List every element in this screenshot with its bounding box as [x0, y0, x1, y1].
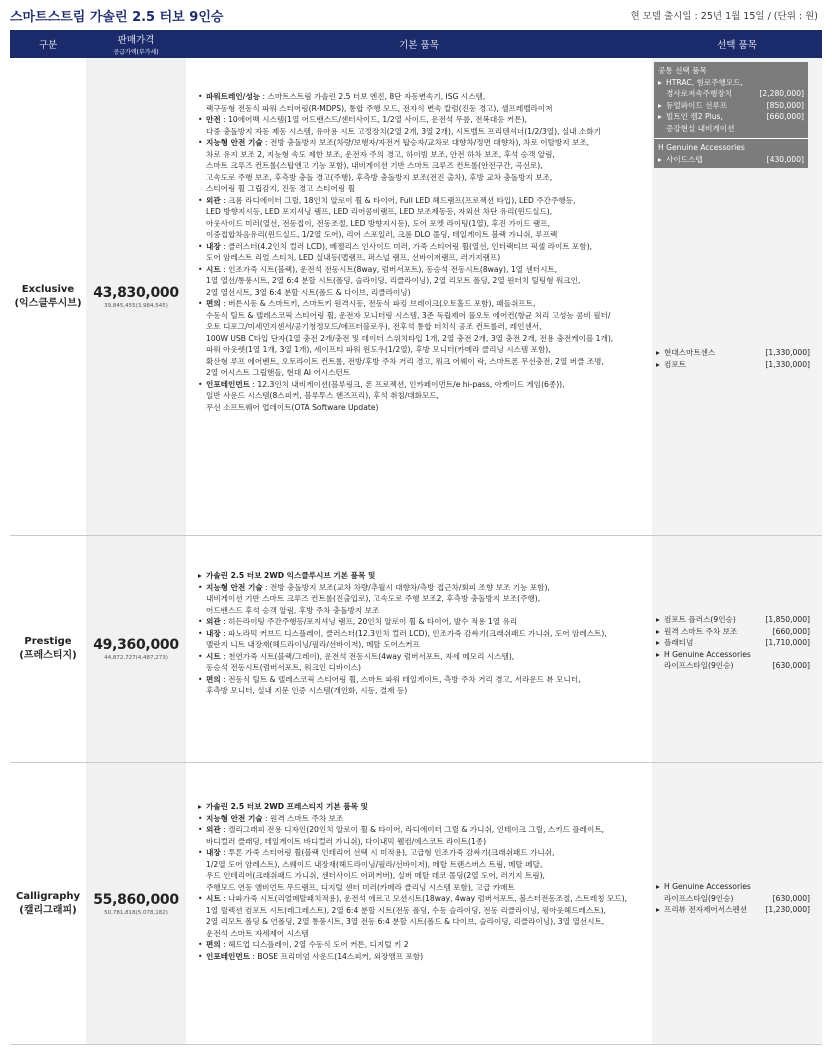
- option-price: [630,000]: [772, 661, 810, 670]
- trim-price: 43,830,000: [93, 284, 179, 301]
- options-cell: [652, 58, 822, 535]
- feature-label: 내장: [206, 241, 221, 251]
- feature-item: [198, 628, 648, 651]
- trim-name-ko: (프레스티지): [19, 650, 77, 661]
- option-name: ▸ 빌트인 캠2 Plus,: [666, 112, 723, 121]
- feature-text: 수동식 틸트 & 텔레스코픽 스티어링 휠, 운전자 모니터링 시스템, 3존 독립제어 풀오토 에어컨(항균 처리 고성능 콤비 필터/: [206, 310, 611, 320]
- feature-label: 가솔린 2.5 터보 2WD 익스클루시브 기본 품목 및: [206, 571, 376, 580]
- option-sub: 라이프스타일(9인승): [664, 661, 734, 670]
- feature-text: 전동식 틸트 & 텔레스코픽 스티어링 휠, 스마트 파워 테일게이트, 측방 주차 거리 경고, 서라운드 뷰 모니터,: [228, 674, 581, 684]
- header-features-label: 기본 품목: [399, 40, 439, 51]
- option-price: [1,710,000]: [765, 638, 810, 647]
- feature-text: 2열 열선시트, 3열 6:4 분할 시트(폴드 & 다이브, 리클라이닝): [206, 287, 411, 297]
- feature-separator: :: [250, 951, 258, 961]
- feature-text: 나파가죽 시트(리얼메탈패치적용), 운전석 에르고 모션시트(18way, 4way 럼버서포트, 볼스터전동조절, 스트레칭 모드),: [228, 894, 628, 903]
- header-trim-label: 구분: [38, 40, 58, 51]
- option-list: [656, 881, 810, 916]
- feature-label: 인포테인먼트: [206, 951, 251, 961]
- option-price: [430,000]: [766, 154, 804, 164]
- trim-name-cell: [10, 763, 86, 1044]
- feature-separator: :: [220, 241, 229, 251]
- feature-item: [198, 570, 648, 582]
- option-name: ▸ 프리뷰 전자제어서스펜션: [664, 905, 748, 914]
- feature-separator: :: [220, 115, 229, 124]
- feature-text: 내비게이션 기반 스마트 크루즈 컨트롤(진출입로), 고속도로 주행 보조2, 후측방 충돌방지 보조(주행),: [206, 594, 541, 603]
- feature-label: 편의: [206, 674, 221, 684]
- feature-text: 고속도로 주행 보조, 후측방 충돌 경고(주행), 후측방 충돌방지 보조(전진 출차), 후방 교차 충돌방지 보조,: [206, 172, 553, 182]
- feature-text: 12.3인치 내비게이션(블루링크, 폰 프로젝션, 인카페이먼트/e hi-pass, 아케이드 게임(6종)),: [257, 379, 565, 389]
- option-list: [656, 614, 810, 672]
- feature-separator: :: [220, 651, 229, 661]
- trim-price: 55,860,000: [93, 891, 179, 908]
- trim-row-prestige: [10, 536, 822, 763]
- feature-text: 스마트 크루즈 컨트롤(스탑앤고 기능 포함), 내비게이션 기반 스마트 크루즈 컨트롤(안전구간, 곡선로),: [206, 161, 543, 170]
- option-item: [656, 359, 810, 371]
- feature-text: 오토 디포그/미세먼지센서/공기청정모드/애프터블로우), 전후석 통합 터치식 공조 컨트롤러, 레인센서,: [206, 322, 542, 331]
- feature-separator: :: [220, 617, 229, 626]
- header-price-label: 판매가격: [117, 35, 155, 46]
- feature-text: 전방 충돌방지 보조(교차 차량/추월시 대향차/측방 접근차/회피 조향 보조 기능 포함),: [270, 582, 550, 592]
- trim-row-exclusive: [10, 58, 822, 536]
- option-sub-row: [656, 893, 810, 905]
- feature-label: 안전: [206, 115, 221, 124]
- feature-text: 스티어링 휠 그립감지, 진동 경고 스티어링 휠: [206, 184, 355, 193]
- option-name: ▸ 컴포트: [664, 359, 687, 369]
- features-cell: [186, 763, 652, 1044]
- feature-text: 차로 유지 보조 2, 지능형 속도 제한 보조, 운전자 주의 경고, 하이빔 보조, 안전 하차 보조, 후석 승객 알림,: [206, 149, 555, 159]
- feature-separator: :: [220, 825, 229, 834]
- feature-separator: :: [220, 299, 229, 308]
- option-sub: 경사로저속주행장치: [666, 89, 733, 98]
- feature-item: [198, 114, 648, 137]
- feature-text: 히든라이팅 주간주행등/포지셔닝 램프, 20인치 알로이 휠 & 타이어, 발수 적용 1열 유리: [228, 617, 518, 626]
- feature-text: 파워 아웃렛(1열 1개, 3열 1개), 세이프티 파워 윈도우(1/2열), 후방 모니터(카메라 클리닝 시스템 포함),: [206, 345, 551, 354]
- feature-label: 파워트레인/성능: [206, 92, 261, 101]
- features-cell: [186, 58, 652, 535]
- top-bar: [0, 0, 832, 30]
- feature-text: 천연가죽 시트(블랙/그레이), 운전석 전동시트(4way 럼버서포트, 자세 메모리 시스템),: [228, 651, 515, 661]
- feature-separator: :: [262, 582, 271, 592]
- option-item: [658, 77, 804, 89]
- feature-label: 내장: [206, 848, 221, 857]
- feature-separator: :: [262, 813, 271, 823]
- option-item: [658, 111, 804, 123]
- feature-text: 원격 스마트 주차 보조: [270, 813, 344, 823]
- option-name: ▸ H Genuine Accessories: [664, 882, 751, 891]
- header-price-sub: 공급가액(부가세): [113, 49, 159, 56]
- header-features: [186, 30, 652, 58]
- option-name: ▸ H Genuine Accessories: [664, 649, 751, 659]
- feature-label: 외관: [206, 195, 221, 205]
- trim-name: Exclusive: [21, 283, 75, 295]
- feature-text: 주행모드 연동 앰비언트 무드램프, 디지털 센터 미러(카메라 클리닝 시스템 포함), 고급 카매트: [206, 882, 515, 892]
- feature-item: [198, 241, 648, 264]
- feature-text: 도어 암레스트 리얼 스티치, LED 실내등(맵램프, 퍼스널 램프, 선바이저램프, 러기지램프): [206, 253, 501, 262]
- header-trim: [10, 30, 86, 58]
- options-cell: [652, 763, 822, 1044]
- option-name: ▸ HTRAC, 험로주행모드,: [666, 77, 743, 87]
- divider: [654, 138, 808, 139]
- common-options-title: 공통 선택 품목: [658, 66, 707, 75]
- feature-item: [198, 264, 648, 299]
- feature-text: 일반 사운드 시스템(8스피커, 블루투스 핸즈프리), 후석 취침/대화모드,: [206, 391, 440, 400]
- option-price: [850,000]: [766, 100, 804, 110]
- feature-text: 전방 충돌방지 보조(차량/보행자/자전거 탑승자/교차로 대향차/정면 대향차), 차로 이탈방지 보조,: [270, 138, 590, 147]
- option-sub: 라이프스타일(9인승): [664, 893, 734, 903]
- trim-name: Calligraphy: [15, 890, 80, 902]
- feature-text: BOSE 프리미엄 사운드(14스피커, 외장앰프 포함): [257, 951, 424, 961]
- trim-price-sub: 39,845,455(3,984,545): [104, 302, 168, 309]
- page-title: 스마트스트림 가솔린 2.5 터보 9인승: [10, 10, 224, 25]
- feature-separator: :: [220, 628, 229, 638]
- feature-label: 외관: [206, 617, 221, 626]
- feature-text: 우드 인테리어(크래쉬패드 가니쉬, 센터사이드 어퍼커버), 실버 메탈 데코 몰딩(2열 도어, 러기지 트림),: [206, 871, 545, 880]
- feature-text: 버튼시동 & 스마트키, 스마트키 원격시동, 전동식 파킹 브레이크(오토홀드 포함), 패들쉬프트,: [228, 299, 536, 308]
- feature-text: 1/2열 도어 암레스트), 스웨이드 내장재(헤드라이닝/필라/선바이저), 메탈 트랜스버스 트림, 메탈 페달,: [206, 859, 543, 869]
- option-name: ▸ 사이드스텝: [666, 154, 703, 164]
- trim-name-ko: (캘리그래피): [19, 904, 77, 916]
- option-price: [1,330,000]: [765, 359, 810, 369]
- feature-text: 무선 소프트웨어 업데이트(OTA Software Update): [206, 402, 379, 412]
- feature-text: 동승석 전동시트(럼버서포트, 워크인 디바이스): [206, 663, 361, 672]
- option-item: [656, 637, 810, 649]
- option-price: [660,000]: [766, 112, 804, 121]
- options-cell: [652, 536, 822, 762]
- header-price: [86, 30, 186, 58]
- release-note: 현 모델 출시일 : 25년 1월 15일 / (단위 : 원): [630, 11, 818, 22]
- option-item: [656, 614, 810, 626]
- feature-text: 멜란지 니트 내장재(헤드라이닝/필라/선바이저), 메탈 도어스커프: [206, 640, 420, 649]
- feature-label: 편의: [206, 299, 221, 308]
- option-list: [656, 347, 810, 370]
- option-item: [656, 649, 810, 661]
- feature-item: [198, 674, 648, 697]
- option-item: [656, 626, 810, 638]
- trim-name: Prestige: [24, 636, 72, 647]
- feature-text: 2열 리모트 폴딩 & 언폴딩, 2열 통풍시트, 3열 전동 6:4 분할 시트(폴드 & 다이브, 슬라이딩, 리클라이닝), 3열 열선시트,: [206, 917, 605, 926]
- trim-name-ko: (익스클루시브): [14, 297, 82, 309]
- feature-text: 투톤 가죽 스티어링 휠(블랙 인테리어 선택 시 미적용), 고급형 인조가죽 감싸기(크래쉬패드 가니쉬,: [228, 848, 555, 857]
- option-price: [1,330,000]: [765, 348, 810, 357]
- feature-label: 내장: [206, 628, 221, 638]
- trim-name-cell: [10, 536, 86, 762]
- feature-text: 스마트스트림 가솔린 2.5 터보 엔진, 8단 자동변속기, ISG 시스템,: [267, 92, 486, 101]
- feature-item: [198, 813, 648, 825]
- feature-text: 후측방 모니터, 실내 지문 인증 시스템(개인화, 시동, 결제 등): [206, 686, 408, 695]
- option-name: ▸ 컴포트 플러스(9인승): [664, 615, 736, 624]
- option-price: [630,000]: [772, 893, 810, 903]
- feature-text: LED 방향지시등, LED 포지셔닝 램프, LED 리어콤비램프, LED 보조제동등, 자외선 차단 유리(윈드실드),: [206, 207, 553, 216]
- feature-item: [198, 582, 648, 617]
- trim-row-calligraphy: [10, 763, 822, 1045]
- feature-item: [198, 801, 648, 813]
- feature-separator: :: [220, 848, 229, 857]
- header-options-label: 선택 품목: [717, 40, 757, 51]
- feature-separator: :: [220, 195, 229, 205]
- option-price: [660,000]: [772, 626, 810, 636]
- accessories-list: [658, 154, 804, 166]
- option-item: [656, 881, 810, 893]
- feature-label: 지능형 안전 기술: [206, 138, 263, 147]
- option-item: [656, 347, 810, 359]
- feature-text: 클러스터(4.2인치 컬러 LCD), 베젤리스 인사이드 미러, 가죽 스티어링 휠(열선, 인터랙티브 픽셀 라이트 포함),: [228, 241, 593, 251]
- feature-label: 시트: [206, 894, 221, 903]
- feature-label: 지능형 안전 기술: [206, 582, 263, 592]
- feature-item: [198, 195, 648, 241]
- feature-text: 캘리그래피 전용 디자인(20인치 알로이 휠 & 타이어, 라디에이터 그릴 & 가니쉬, 인테이크 그릴, 스키드 플레이트,: [228, 825, 605, 834]
- option-price: [1,230,000]: [765, 905, 810, 914]
- feature-text: 인조가죽 시트(블랙), 운전석 전동시트(8way, 럼버서포트), 동승석 전동시트(8way), 1열 센터시트,: [228, 264, 558, 274]
- trim-price-sub: 44,872,727(4,487,273): [104, 655, 168, 661]
- feature-text: 파노라믹 커브드 디스플레이, 클러스터(12.3인치 컬러 LCD), 인조가죽 감싸기(크래쉬패드 가니쉬, 도어 암레스트),: [228, 628, 607, 638]
- feature-text: 2열 어시스트 그립핸들, 현대 AI 어시스턴트: [206, 368, 351, 377]
- option-price: [2,280,000]: [759, 89, 804, 98]
- feature-label: 시트: [206, 264, 221, 274]
- features-cell: [186, 536, 652, 762]
- feature-list: [198, 801, 648, 962]
- feature-text: 100W USB C타입 단자(1열 충전 2개/충전 및 데이터 스위치타입 1개, 2열 충전 2개, 3열 충전 2개, 전용 충전케이블 1개),: [206, 333, 614, 343]
- option-item: [658, 100, 804, 112]
- feature-separator: :: [220, 894, 229, 903]
- feature-separator: :: [220, 940, 229, 949]
- feature-text: 1열 릴렉션 컴포트 시트(레그레스트), 2열 6:4 분할 시트(전동 폴딩, 수동 슬라이딩, 전동 리클라이닝, 윙아웃헤드레스트),: [206, 905, 606, 915]
- feature-list: [198, 570, 648, 697]
- feature-label: 지능형 안전 기술: [206, 813, 263, 823]
- option-item: [658, 154, 804, 166]
- feature-label: 인포테인먼트: [206, 379, 251, 389]
- feature-item: [198, 824, 648, 847]
- accessories-title: H Genuine Accessories: [658, 143, 745, 152]
- feature-label: 외관: [206, 825, 221, 834]
- option-sub: 증강현실 내비게이션: [666, 123, 735, 133]
- feature-item: [198, 847, 648, 893]
- option-price: [1,850,000]: [765, 615, 810, 624]
- feature-text: 랙구동형 전동식 파워 스티어링(R-MDPS), 통합 주행 모드, 전자식 변속 칼럼(진동 경고), 셀프레벨라이저: [206, 103, 553, 113]
- feature-text: 운전석 스마트 자세제어 시스템: [206, 928, 309, 938]
- option-item: [656, 904, 810, 916]
- common-options-list: [658, 77, 804, 135]
- price-cell: [86, 58, 186, 535]
- feature-text: 헤드업 디스플레이, 2열 수동식 도어 커튼, 디지털 키 2: [228, 940, 409, 949]
- feature-label: 시트: [206, 651, 221, 661]
- feature-label: 가솔린 2.5 터보 2WD 프레스티지 기본 품목 및: [206, 802, 368, 811]
- feature-separator: :: [262, 138, 271, 147]
- table-header: [10, 30, 822, 58]
- feature-text: 10에어백 시스템(1열 어드밴스드/센터사이드, 1/2열 사이드, 운전석 무릎, 전복대응 커튼),: [228, 115, 527, 124]
- feature-text: 이중접합차음유리(윈드실드, 1/2열 도어), 리어 스포일러, 크롬 DLO 몰딩, 테일게이트 블랙 가니쉬, 루프랙: [206, 230, 558, 239]
- option-sub-row: [656, 660, 810, 672]
- feature-text: 바디컬러 클래딩, 테일게이트 바디컬러 가니쉬), 다이내믹 웰컴/에스코트 라이트(1종): [206, 836, 487, 846]
- common-options-box: [654, 62, 808, 168]
- feature-list: [198, 91, 648, 413]
- option-name: ▸ 원격 스마트 주차 보조: [664, 626, 738, 636]
- option-name: ▸ 플래티넘: [664, 638, 694, 647]
- feature-label: 편의: [206, 940, 221, 949]
- price-cell: [86, 536, 186, 762]
- feature-item: [198, 298, 648, 379]
- feature-text: 어드밴스드 후석 승객 알림, 후방 주차 충돌방지 보조: [206, 605, 380, 615]
- feature-separator: :: [220, 674, 229, 684]
- feature-separator: :: [260, 92, 268, 101]
- feature-text: 아웃사이드 미러(열선, 전동접이, 전동조절, LED 방향지시등), 도어 포켓 라이팅(1열), 후진 가이드 램프,: [206, 218, 551, 228]
- trim-name-cell: [10, 58, 86, 535]
- header-options: [652, 30, 822, 58]
- option-sub-row: [658, 88, 804, 100]
- feature-text: 다중 충돌방지 자동 제동 시스템, 유아용 시트 고정장치(2열 2개, 3열 2개), 시트벨트 프리텐셔너(1/2/3열), 실내 소화기: [206, 126, 601, 136]
- price-cell: [86, 763, 186, 1044]
- feature-item: [198, 939, 648, 951]
- option-name: ▸ 듀얼와이드 선루프: [666, 100, 728, 110]
- feature-separator: :: [250, 379, 258, 389]
- feature-item: [198, 893, 648, 939]
- feature-text: 1열 열선/통풍시트, 2열 6:4 분할 시트(폴딩, 슬라이딩, 리클라이닝), 2열 리모트 폴딩, 2열 원터치 틸팅형 워크인,: [206, 276, 581, 285]
- trim-price: 49,360,000: [93, 637, 179, 653]
- feature-item: [198, 616, 648, 628]
- feature-item: [198, 379, 648, 414]
- feature-item: [198, 951, 648, 963]
- feature-text: 크롬 라디에이터 그릴, 18인치 알로이 휠 & 타이어, Full LED 헤드램프(프로젝션 타입), LED 주간주행등,: [228, 195, 576, 205]
- feature-item: [198, 651, 648, 674]
- trim-price-sub: 50,781,818(5,078,182): [104, 909, 168, 916]
- feature-separator: :: [220, 264, 229, 274]
- option-name: ▸ 현대스마트센스: [664, 348, 716, 357]
- feature-item: [198, 137, 648, 195]
- feature-text: 확산형 루프 에어벤트, 오토라이트 컨트롤, 전방/후방 주차 거리 경고, 워크 어웨이 락, 스마트폰 무선충전, 2열 버클 조명,: [206, 356, 604, 366]
- feature-item: [198, 91, 648, 114]
